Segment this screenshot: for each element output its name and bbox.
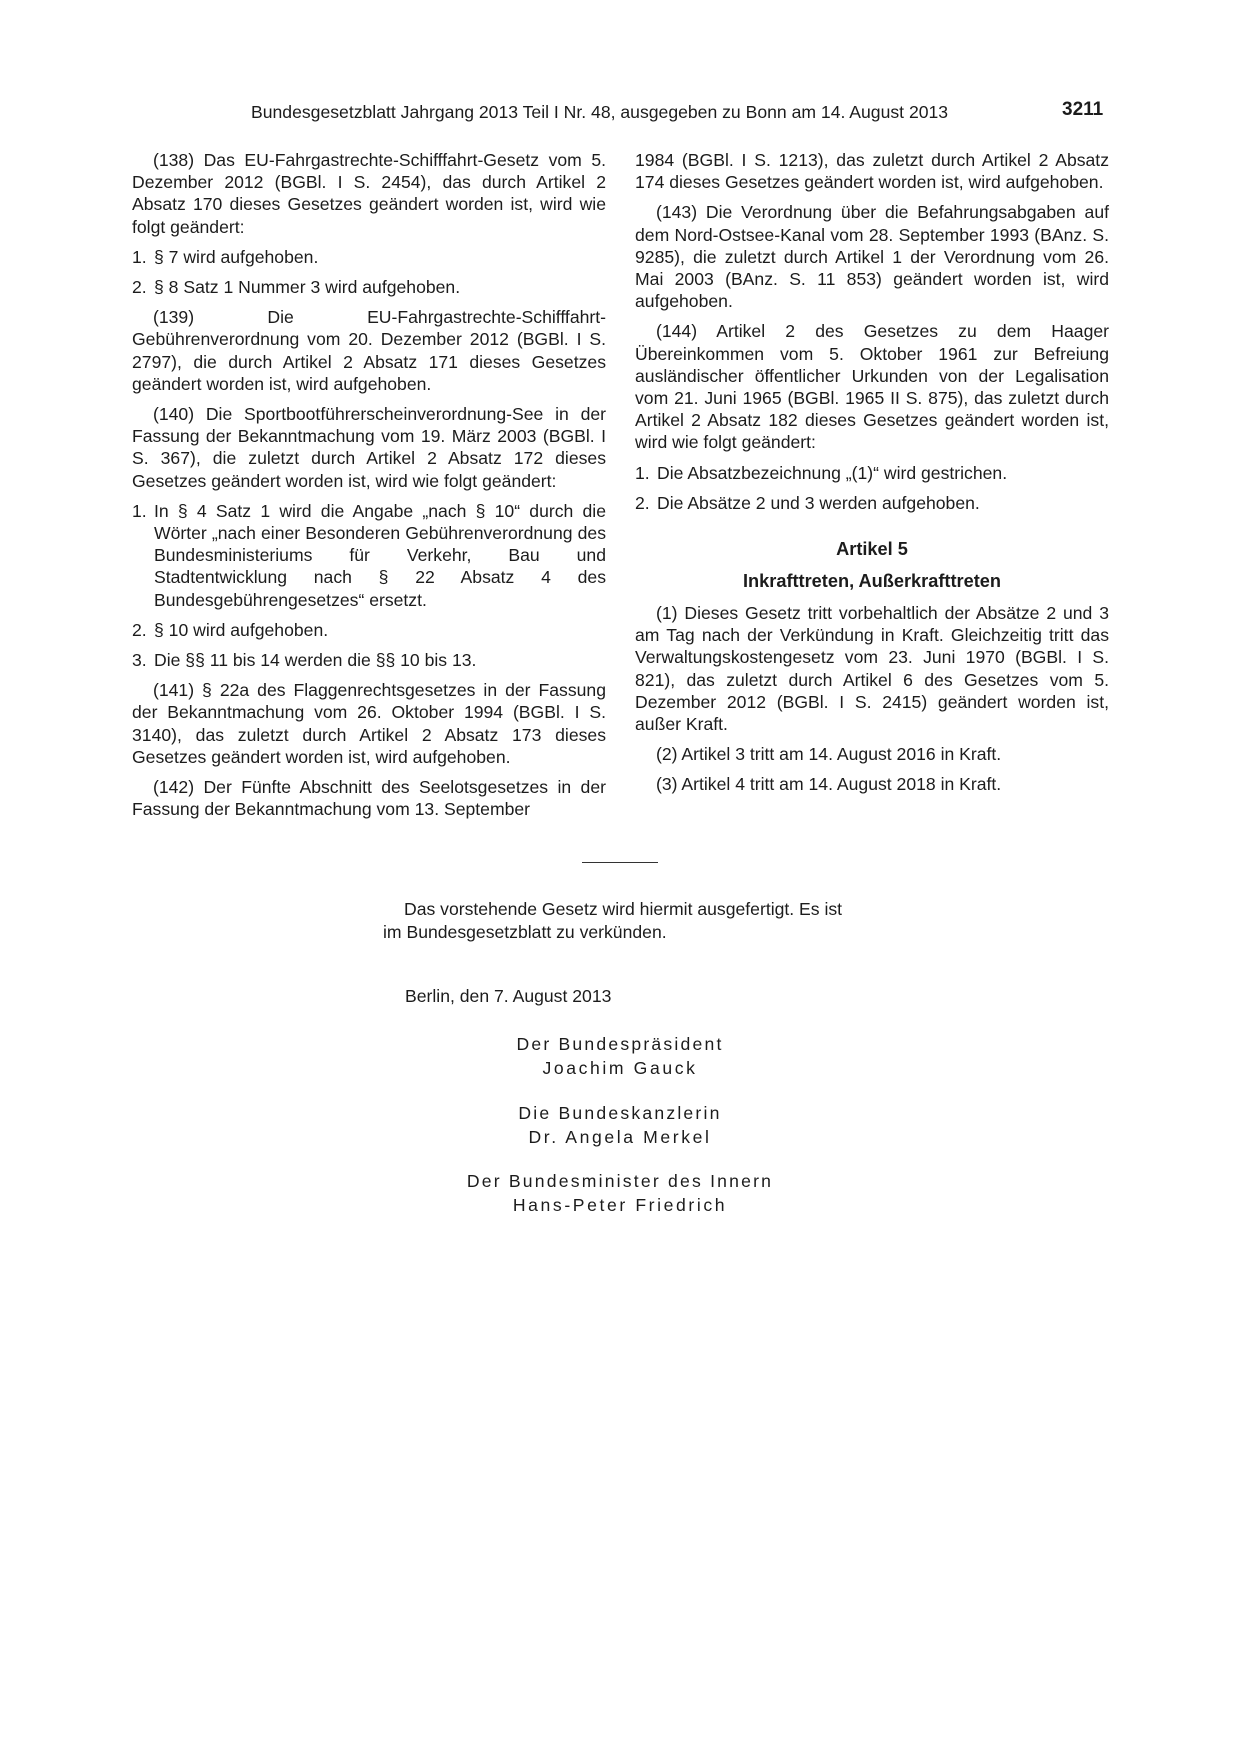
paragraph-138: (138) Das EU-Fahrgastrechte-Schifffahrt-Gesetz vom 5. Dezember 2012 (BGBl. I S. 2454), das durch Artikel 2 Absatz 170 dieses Gesetzes geändert worden ist, wird wie folgt geändert: (132, 150, 606, 237)
paragraph-142-start: (142) Der Fünfte Abschnitt des Seelotsgesetzes in der Fassung der Bekanntmachung vom 13. September (132, 777, 606, 820)
signatory-name: Dr. Angela Merkel (528, 1126, 712, 1147)
page-number: 3211 (1062, 99, 1104, 120)
signatory-title: Der Bundesminister des Innern (466, 1171, 774, 1191)
list-item (635, 462, 1109, 484)
list-item-text: In § 4 Satz 1 wird die Angabe „nach § 10“ durch die Wörter „nach einer Besonderen Gebührenverordnung des Bundesministeriums für Verkehr, Bau und Stadtentwicklung nach § 22 Absatz 4 des Bundesgebührengesetzes“ ersetzt. (154, 500, 606, 610)
paragraph-140: (140) Die Sportbootführerscheinverordnung-See in der Fassung der Bekanntmachung vom 19. März 2003 (BGBl. I S. 367), die zuletzt durch Artikel 2 Absatz 172 dieses Gesetzes geändert worden ist, wird wie folgt geändert: (132, 404, 606, 491)
execution-statement: Das vorstehende Gesetz wird hiermit ausgefertigt. Es ist im Bundesgesetzblatt zu verkünden. (383, 899, 843, 942)
place-date: Berlin, den 7. August 2013 (405, 986, 612, 1006)
article-number: Artikel 5 (836, 539, 908, 560)
article-5-paragraph-1: (1) Dieses Gesetz tritt vorbehaltlich der Absätze 2 und 3 am Tag nach der Verkündung in Kraft. Gleichzeitig tritt das Verwaltungskostengesetz vom 23. Juni 1970 (BGBl. I S. 821), das zuletzt durch Artikel 6 des Gesetzes vom 5. Dezember 2012 (BGBl. I S. 2415) geändert worden ist, außer Kraft. (635, 603, 1109, 735)
list-item-text: Die Absatzbezeichnung „(1)“ wird gestrichen. (657, 462, 1008, 483)
signature-block-interior-minister (380, 1170, 860, 1217)
list-item-text: Die §§ 11 bis 14 werden die §§ 10 bis 13. (154, 650, 477, 671)
list-item-text: § 7 wird aufgehoben. (154, 246, 319, 267)
separator-rule (582, 862, 658, 863)
list-item-number: 3. (132, 650, 147, 671)
paragraph-139: (139) Die EU-Fahrgastrechte-Schifffahrt-Gebührenverordnung vom 20. Dezember 2012 (BGBl. I S. 2797), die durch Artikel 2 Absatz 171 dieses Gesetzes geändert worden ist, wird aufgehoben. (132, 307, 606, 394)
signatory-name: Hans-Peter Friedrich (512, 1194, 728, 1215)
list-item-number: 2. (635, 492, 650, 513)
list-item (132, 500, 606, 611)
paragraph-141: (141) § 22a des Flaggenrechtsgesetzes in der Fassung der Bekanntmachung vom 26. Oktober 1994 (BGBl. I S. 3140), das zuletzt durch Artikel 2 Absatz 173 dieses Gesetzes geändert worden ist, wird aufgehoben. (132, 680, 606, 767)
signatory-name: Joachim Gauck (542, 1057, 698, 1078)
signatory-title: Der Bundespräsident (516, 1034, 724, 1054)
signatory-title: Die Bundeskanzlerin (518, 1103, 722, 1123)
list-item-text: § 10 wird aufgehoben. (154, 619, 329, 640)
list-item (132, 276, 606, 298)
paragraph-142-end: 1984 (BGBl. I S. 1213), das zuletzt durch Artikel 2 Absatz 174 dieses Gesetzes geändert worden ist, wird aufgehoben. (635, 150, 1109, 193)
list-item (635, 492, 1109, 514)
right-column (635, 149, 1109, 804)
list-item (132, 619, 606, 641)
article-5-paragraph-3: (3) Artikel 4 tritt am 14. August 2018 in Kraft. (656, 774, 1002, 795)
running-head: Bundesgesetzblatt Jahrgang 2013 Teil I Nr. 48, ausgegeben zu Bonn am 14. August 2013 (251, 102, 949, 122)
list-item (132, 246, 606, 268)
article-title: Inkrafttreten, Außerkrafttreten (742, 571, 1002, 592)
paragraph-143: (143) Die Verordnung über die Befahrungsabgaben auf dem Nord-Ostsee-Kanal vom 28. September 1993 (BAnz. S. 9285), die zuletzt durch Artikel 1 der Verordnung vom 26. Mai 2003 (BAnz. S. 11 853) geändert worden ist, wird aufgehoben. (635, 202, 1109, 312)
list-item-text: § 8 Satz 1 Nummer 3 wird aufgehoben. (154, 277, 461, 298)
list-item-number: 1. (132, 246, 147, 267)
list-item-number: 1. (132, 500, 147, 521)
signature-block-chancellor (380, 1102, 860, 1149)
list-item (132, 649, 606, 671)
paragraph-144: (144) Artikel 2 des Gesetzes zu dem Haager Übereinkommen vom 5. Oktober 1961 zur Befreiung ausländischer öffentlicher Urkunden von der Legalisation vom 21. Juni 1965 (BGBl. 1965 II S. 875), das zuletzt durch Artikel 2 Absatz 182 dieses Gesetzes geändert worden ist, wird wie folgt geändert: (635, 321, 1109, 453)
list-item-number: 2. (132, 277, 147, 298)
list-item-number: 1. (635, 462, 650, 483)
signature-block-president (380, 1033, 860, 1080)
list-item-text: Die Absätze 2 und 3 werden aufgehoben. (657, 492, 980, 513)
article-5-paragraph-2: (2) Artikel 3 tritt am 14. August 2016 in Kraft. (656, 744, 1002, 765)
list-item-number: 2. (132, 619, 147, 640)
left-column (132, 149, 606, 828)
